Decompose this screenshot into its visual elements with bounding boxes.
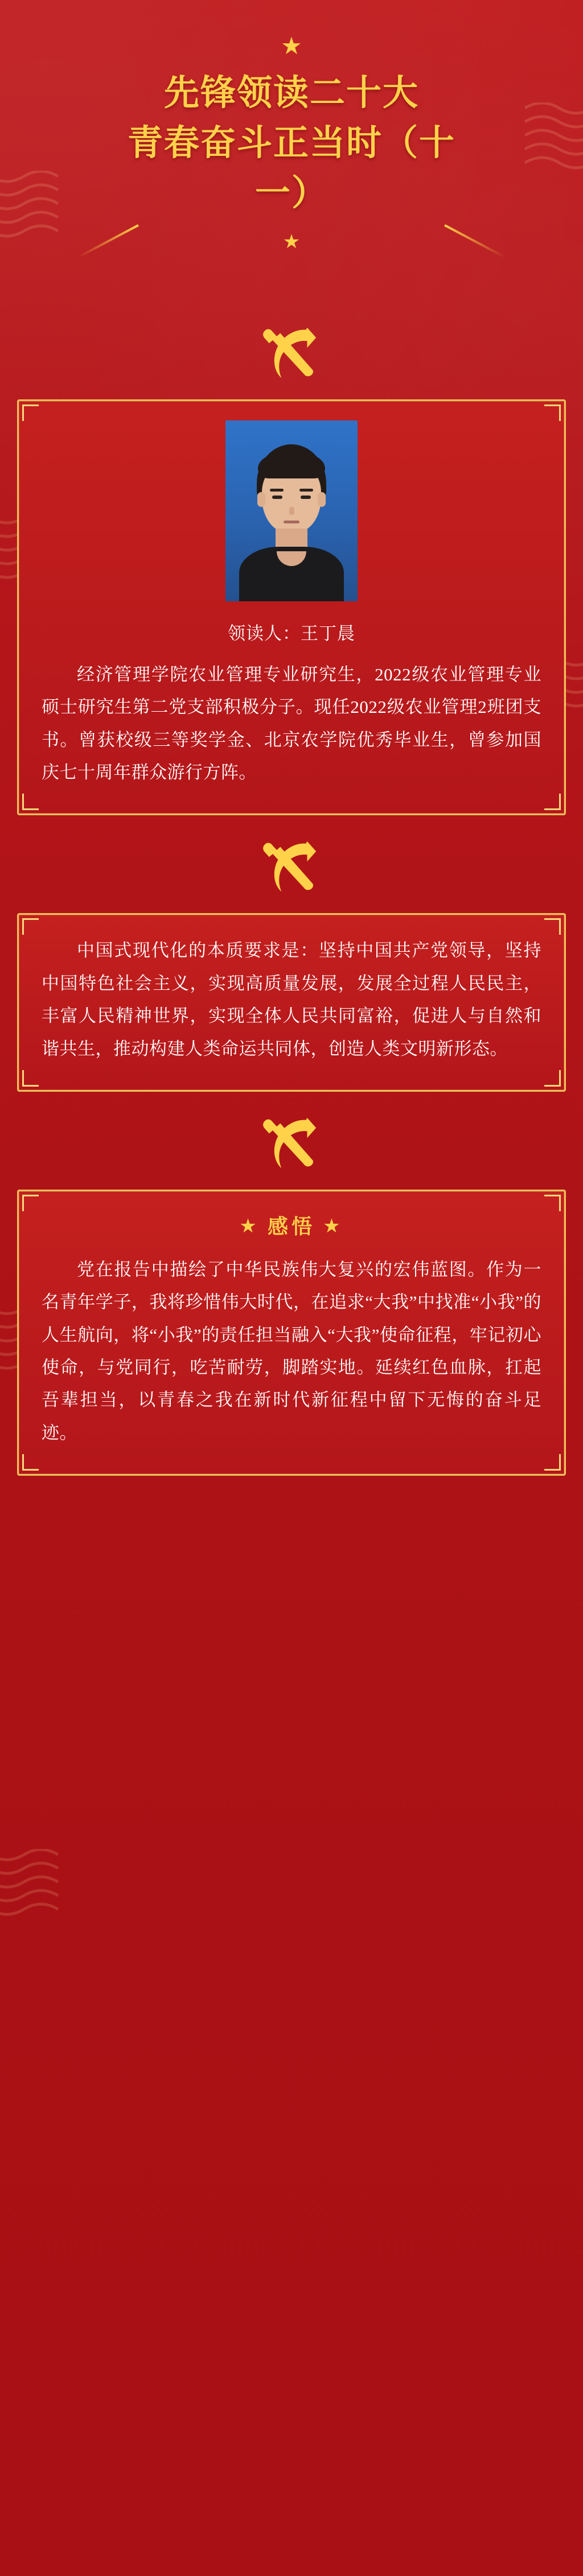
- portrait-ear-left: [257, 492, 265, 507]
- header-decoration: [0, 228, 583, 279]
- portrait-eye-right: [301, 496, 311, 499]
- reflection-card: [17, 1190, 566, 1476]
- corner-deco: [22, 918, 39, 935]
- corner-deco: [544, 1195, 561, 1211]
- portrait-nose: [289, 507, 294, 515]
- profile-biography: 经济管理学院农业管理专业研究生，2022级农业管理专业硕士研究生第二党支部积极分子。现任2022级农业管理2班团支书。曾获校级三等奖学金、北京农学院优秀毕业生，曾参加国庆七十周年群众游行方阵。: [42, 664, 541, 783]
- title-line-3: 一）: [254, 174, 328, 213]
- reflection-body: 党在报告中描绘了中华民族伟大复兴的宏伟蓝图。作为一名青年学子，我将珍惜伟大时代，在追求“大我”中找准“小我”的人生航向，将“小我”的责任担当融入“大我”使命征程，牢记初心使命，与党同行，吃苦耐劳，脚踏实地。延续红色血脉，扛起吾辈担当，以青春之我在新时代新征程中留下无悔的奋斗足迹。: [42, 1259, 541, 1443]
- poster-header: [0, 0, 583, 302]
- avatar: [225, 420, 358, 601]
- corner-deco: [22, 404, 39, 421]
- portrait-brow-right: [299, 489, 313, 492]
- star-icon: ★: [324, 1216, 343, 1236]
- corner-deco: [22, 1070, 39, 1087]
- corner-deco: [22, 1195, 39, 1211]
- title-line-2: 青春奋斗正当时（十: [127, 124, 455, 163]
- wave-motif-icon: [0, 1849, 64, 1934]
- star-icon: ★: [282, 231, 301, 253]
- corner-deco: [544, 794, 561, 810]
- portrait-brow-left: [270, 489, 284, 492]
- portrait-eye-left: [272, 496, 282, 499]
- page-title: [0, 68, 583, 218]
- corner-deco: [22, 794, 39, 810]
- hammer-and-sickle-icon: [258, 1113, 325, 1175]
- hammer-and-sickle-icon: [258, 837, 325, 898]
- corner-deco: [544, 404, 561, 421]
- quote-card: [17, 913, 566, 1091]
- profile-card: [17, 399, 566, 815]
- corner-deco: [544, 1070, 561, 1087]
- portrait-mouth: [284, 521, 299, 523]
- corner-deco: [22, 1454, 39, 1471]
- corner-deco: [544, 918, 561, 935]
- deco-line-left: [77, 224, 139, 258]
- title-line-1: 先锋领读二十大: [163, 74, 419, 113]
- hammer-and-sickle-icon: [258, 323, 325, 385]
- star-icon: ★: [240, 1216, 259, 1236]
- corner-deco: [544, 1454, 561, 1471]
- section-heading-label: 感悟: [267, 1215, 315, 1238]
- reader-name-caption: 领读人：王丁晨: [228, 624, 355, 644]
- quote-body: 中国式现代化的本质要求是：坚持中国共产党领导，坚持中国特色社会主义，实现高质量发展，发展全过程人民民主，丰富人民精神世界，实现全体人民共同富裕，促进人与自然和谐共生，推动构建人类命运共同体，创造人类文明新形态。: [42, 940, 541, 1059]
- portrait-ear-right: [318, 492, 326, 507]
- portrait-container: [42, 420, 541, 604]
- portrait-fringe: [258, 453, 325, 478]
- deco-line-right: [444, 224, 506, 258]
- star-icon: ★: [281, 32, 302, 59]
- section-heading: [42, 1211, 541, 1240]
